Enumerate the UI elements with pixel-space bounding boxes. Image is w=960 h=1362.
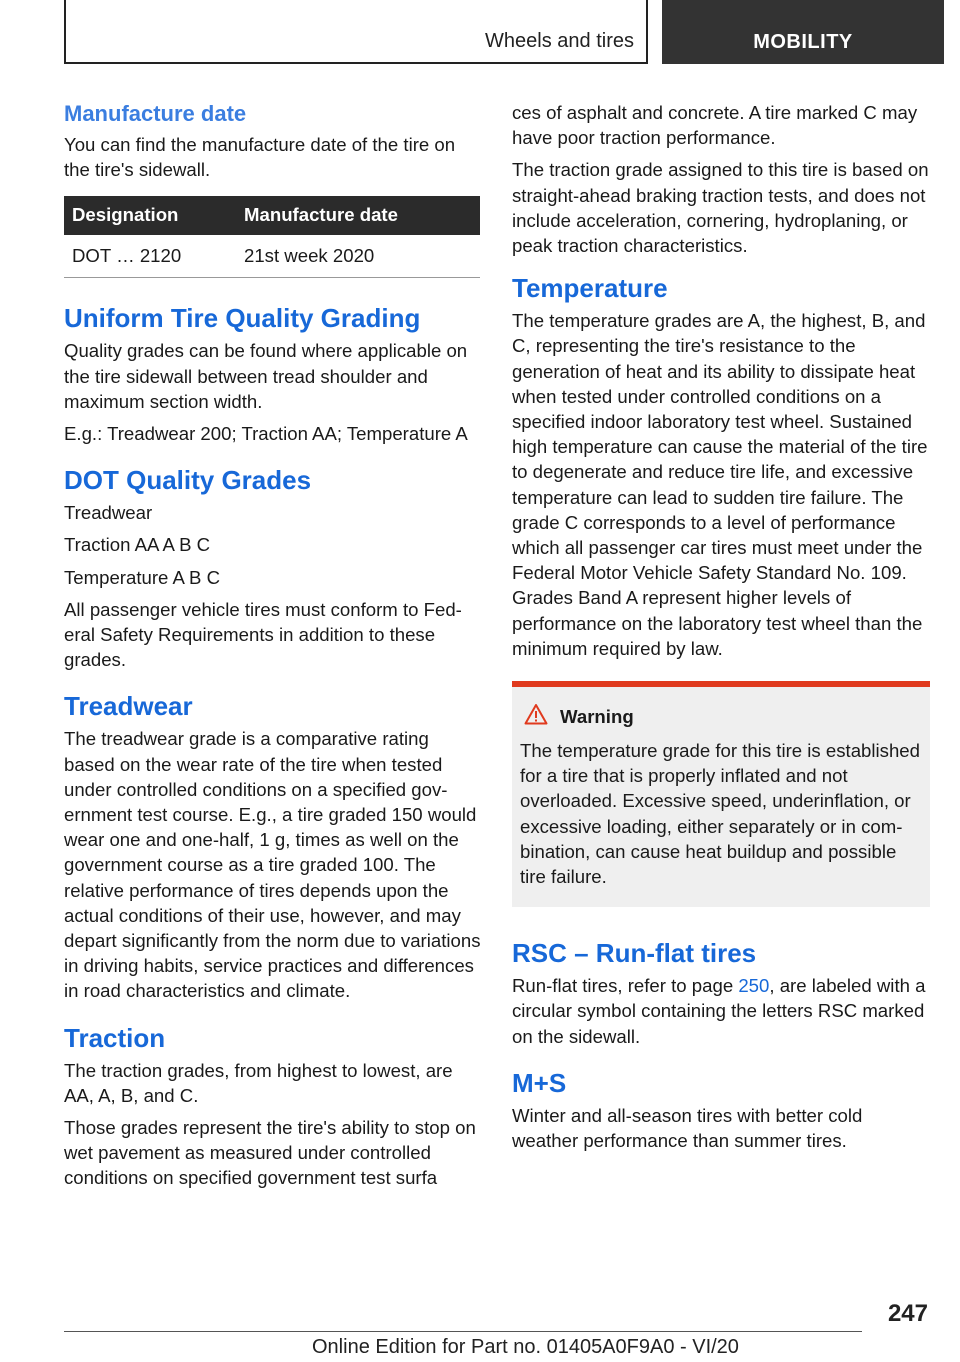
warning-text: The temperature grade for this tire is established for a tire that is properly inflated and not overloaded. Excessive speed, underinflation, or excessive loading, either separately or in combination, can cause heat buildup and possible tire failure. [520,740,920,888]
rsc-text-after: , are labeled with a circular symbol containing the letters RSC marked on the sidewall. [512,975,926,1047]
table-row [64,235,480,278]
traction-paragraph: The traction grade assigned to this tire is based on straight-ahead braking traction tests, and does not include acceleration, cornering, hydroplaning, or peak traction characteristics. [512,159,929,257]
treadwear-paragraph: The treadwear grade is a comparative rating based on the wear rate of the tire when tested under controlled conditions on a specified government test course. E.g., a tire graded 150 would wear one and one-half, 1 g, times as well on the government course as a tire graded 100. The relative performance of tires depends upon the actual conditions of their use, however, and may depart significantly from the norm due to variations in driving habits, service practices and differences in road characteristics and climate. [64,728,481,1002]
traction-paragraph: The traction grades, from highest to lowest, are AA, A, B, and C. [64,1059,453,1106]
edition-footer: Online Edition for Part no. 01405A0F9A0 - VI/20 [312,1336,739,1358]
right-column [512,100,930,1160]
dot-grade-line: Traction AA A B C [64,534,211,556]
warning-label: Warning [560,705,634,727]
table-cell: DOT … 2120 [64,235,236,278]
treadwear-heading: Treadwear [64,691,193,722]
ms-heading: M+S [512,1067,567,1098]
ms-paragraph: Winter and all-season tires with better cold weather performance than summer tires. [512,1104,863,1152]
traction-continuation: ces of asphalt and concrete. A tire marked C may have poor traction performance. [512,102,918,149]
rsc-text-before: Run-flat tires, refer to page [512,975,739,997]
chapter-tab [662,0,944,64]
dot-grades-heading: DOT Quality Grades [64,465,312,496]
table-cell: 21st week 2020 [236,235,480,278]
warning-box [512,681,930,907]
dot-grades-paragraph: All passenger vehicle tires must conform to Federal Safety Requirements in addition to these grades. [64,598,462,671]
traction-paragraph: Those grades represent the tire's ability to stop on wet pavement as measured under controlled conditions on specified government test surfa [64,1117,476,1189]
column-header: Manufacture date [236,196,480,235]
page-250-link[interactable]: 250 [738,975,770,997]
manufacture-date-heading: Manufacture date [64,101,247,126]
manufacture-date-text: You can find the manufacture date of the tire on the tire's sidewall. [64,134,456,181]
dot-grade-line: Temperature A B C [64,566,221,588]
running-header-frame [64,0,648,64]
utqg-heading: Uniform Tire Quality Grading [64,303,421,334]
page-number: 247 [887,1300,928,1327]
utqg-example: E.g.: Treadwear 200; Traction AA; Temperature A [64,423,468,445]
chapter-title: MOBILITY [753,31,853,53]
warning-triangle-icon [524,703,548,730]
footer-divider [64,1331,862,1332]
temperature-paragraph: The temperature grades are A, the highest, B, and C, representing the tire's resistance to the generation of heat and its ability to dissipate heat when tested under controlled conditions on a specified indoor laboratory test wheel. Sustained high temperature can cause the material of the tire to degenerate and reduce tire life, and excessive temperature can lead to sudden tire failure. The grade C corresponds to a level of performance which all passenger car tires must meet under the Federal Motor Vehicle Safety Standard No. 109. Grades Band A represent higher levels of performance on the laboratory test wheel than the minimum required by law. [512,310,928,659]
dot-grade-line: Treadwear [64,502,153,524]
warning-title-row [520,703,922,730]
table-header-row [64,196,480,235]
section-title: Wheels and tires [485,30,634,52]
rsc-heading: RSC – Run-flat tires [512,938,757,969]
utqg-paragraph: Quality grades can be found where applicable on the tire sidewall between tread shoulder and maximum section width. [64,340,468,412]
temperature-heading: Temperature [512,273,668,304]
manufacture-date-table [64,196,480,278]
traction-heading: Traction [64,1022,166,1053]
left-column [64,100,482,1198]
column-header: Designation [64,196,236,235]
rsc-paragraph [512,973,930,1049]
